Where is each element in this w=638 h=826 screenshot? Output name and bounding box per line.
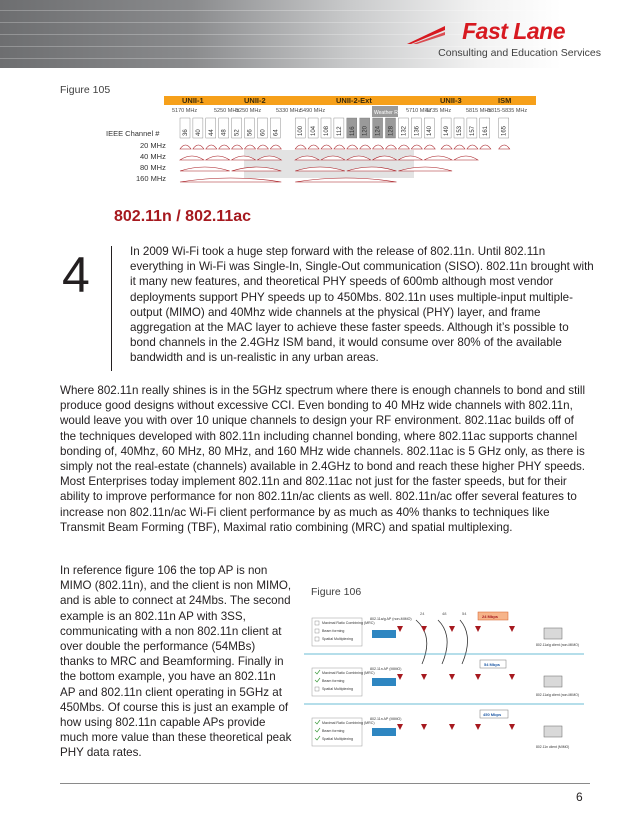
channel-hump [467,145,478,149]
channel-number: 36 [183,129,189,136]
channel-number: 149 [444,125,451,136]
channel-number: 120 [362,125,369,136]
channel-hump [373,145,384,149]
channel-number: 104 [311,125,318,136]
access-point-icon [372,630,396,638]
channel-hump [424,145,435,149]
feature-label: Spatial Multiplexing [322,737,353,741]
weather-radar-label: Weather Radar [374,110,408,116]
body-paragraph: Where 802.11n really shines is in the 5GHz spectrum where there is enough channels to bond and still produce good designs without excessive CCI. Even bonding to 40 MHz wide channels with 802.11n, would leave you with over 10 unique channels to design your RF environment. 802.11ac builds off of the techniques developed with 802.11n including channel bonding, where 802.11ac supports channel bonding of, 40Mhz, 60 MHz, 80 MHz, and 160 MHz wide channels. 802.11ac is 5 GHz only, as there is simply not the real-estate (channels) available in 2.4GHz to bond and reach these higher PHY speeds. Most Enterprises today implement 802.11n and 802.11ac not just for the faster speeds, but for their ability to improve performance for non 802.11n/ac clients as well. 802.11n/ac offer several features to increase non 802.11n/ac Wi-Fi client performance by as much as 40% thanks to techniques like Transmit Beam Forming (TBF), Maximal ratio combining (MRC) and spatial multiplexing. [60,384,586,534]
freq-label: 5250 MHz [236,108,262,114]
channel-number: 52 [234,129,241,136]
row-label-channel: IEEE Channel # [106,129,160,138]
feature-label: Spatial Multiplexing [322,637,353,641]
example-row-1 [312,612,579,647]
channel-hump [334,145,345,149]
band-label-ism: ISM [498,96,512,105]
antenna-icon [397,626,403,632]
section-divider [111,246,112,371]
channel-number: 60 [260,129,267,136]
page-number: 6 [576,790,583,804]
feature-label: Maximal Ratio Combining (MRC) [322,721,375,725]
feature-label: Beam forming [322,629,345,633]
laptop-icon [544,726,562,737]
channel-hump [270,145,281,149]
channel-hump [480,145,491,149]
channel-hump [347,145,358,149]
channel-number: 56 [247,129,254,136]
laptop-icon [544,628,562,639]
ap-label: 802.11a/g AP (non-MIMO) [370,617,412,621]
access-point-icon [372,678,396,686]
channel-hump [193,145,204,149]
channel-number: 157 [469,125,476,136]
band-label-unii2: UNII-2 [244,96,266,105]
antenna-icon [475,674,481,680]
antenna-icon [475,724,481,730]
reference-paragraph: In reference figure 106 the top AP is non MIMO (802.11n), and the client is non MIMO, and is able to connect at 24Mbs. The second example is an 802.11n AP with 3SS, communicating with a non 802.11n client at over double the performance (54MBs) thanks to MRC and Beamforming. Finally in the bottom example, you have an 802.11n AP and 802.11n client operating in 5GHz at 450Mbs. Of course this is just an example of how using 802.11n capable APs provide much more value than these theoretical peak PHY data rates. [60,564,292,760]
logo-subtitle: Consulting and Education Services [438,47,601,59]
footer-rule [60,783,590,784]
antenna-icon [449,674,455,680]
freq-label: 5250 MHz [214,108,240,114]
figure-105-label: Figure 105 [60,84,111,96]
channel-number: 132 [401,125,408,136]
channel-hump [295,145,306,149]
channel-hump [308,145,319,149]
band-label-unii2ext: UNII-2-Ext [336,96,372,105]
section-title: 802.11n / 802.11ac [114,208,252,225]
freq-label: 5710 MHz [406,108,432,114]
rate-label: 24 Mbps [482,614,499,619]
freq-label: 5815 MHz [466,108,492,114]
band-label-unii3: UNII-3 [440,96,462,105]
client-label: 802.11a/g client (non-MIMO) [536,643,579,647]
antenna-icon [421,674,427,680]
channel-hump [245,145,256,149]
row-label-160: 160 MHz [136,174,167,183]
channel-number: 112 [336,126,343,136]
channel-hump [180,178,281,182]
row-label-80: 80 MHz [140,163,166,172]
channel-hump [206,156,230,160]
antenna-icon [509,626,515,632]
access-point-icon [372,728,396,736]
channel-number: 128 [388,125,395,136]
freq-label: 5815-5835 MHz [488,108,528,114]
scale-mark: 24 [420,611,425,616]
ap-label: 802.11n AP (MIMO) [370,717,402,721]
freq-label: 5735 MHz [426,108,452,114]
freq-label: 5490 MHz [300,108,326,114]
channel-hump [180,156,204,160]
client-label: 802.11n client (MIMO) [536,745,570,749]
antenna-icon [449,626,455,632]
feature-label: Beam forming [322,729,345,733]
antenna-icon [475,626,481,632]
antenna-icon [397,674,403,680]
scale-mark: 54 [462,611,467,616]
channel-number: 124 [375,125,382,136]
channel-hump [454,145,465,149]
antenna-icon [421,724,427,730]
freq-label: 5170 MHz [172,108,198,114]
row-label-40: 40 MHz [140,152,166,161]
freq-label: 5330 MHz [276,108,302,114]
channel-hump [411,145,422,149]
channel-hump [206,145,217,149]
channel-hump [295,178,396,182]
channel-number: 116 [349,126,356,136]
channel-hump [424,156,452,160]
channel-hump [454,156,478,160]
channel-number: 40 [195,129,202,136]
channel-hump [360,145,371,149]
feature-label: Beam forming [322,679,345,683]
channel-hump [499,145,510,149]
example-row-2 [312,660,579,697]
logo-text: Fast Lane [462,18,565,44]
channel-number: 64 [273,129,280,136]
scale-mark: 48 [442,611,447,616]
mimo-figure [304,606,596,771]
channel-hump [180,145,191,149]
band-label-unii1: UNII-1 [182,96,204,105]
channel-hump [257,145,268,149]
antenna-icon [449,724,455,730]
channel-number: 48 [221,129,228,136]
channel-hump [321,145,332,149]
feature-label: Spatial Multiplexing [322,687,353,691]
channel-number: 44 [208,129,215,136]
antenna-icon [509,724,515,730]
channel-hump [219,145,230,149]
channel-number: 136 [414,125,421,136]
channel-hump [232,145,243,149]
rate-label: 450 Mbps [483,712,502,717]
feature-label: Maximal Ratio Combining (MRC) [322,671,375,675]
channel-number: 140 [427,125,434,136]
laptop-icon [544,676,562,687]
spectrum-figure [104,92,540,188]
channel-hump [398,145,409,149]
channel-number: 161 [482,125,489,136]
rate-label: 54 Mbps [484,662,501,667]
section-number: 4 [62,247,90,303]
logo-swoosh-icon [405,22,447,48]
antenna-icon [421,626,427,632]
row-label-20: 20 MHz [140,141,166,150]
ap-label: 802.11n AP (MIMO) [370,667,402,671]
antenna-icon [397,724,403,730]
feature-label: Maximal Ratio Combining (MRC) [322,621,375,625]
example-row-3 [312,710,569,749]
channel-number: 165 [501,125,508,136]
intro-paragraph: In 2009 Wi-Fi took a huge step forward with the release of 802.11n. Until 802.11n everything in Wi-Fi was Single-In, Single-Out communication (SISO). 802.11n brought with it many new features, and theoretical PHY speeds of 600mb although most vendor deployments support PHY speeds up to 450Mbs. 802.11n uses multiple-input multiple-output (MIMO) and 40Mhz wide channels at the physical (PHY) layer, and frame aggregation at the MAC layer to achieve these faster speeds. Although it’s possible to bond channels in the 2.4GHz ISM band, it would consume over 80% of the available bandwidth and is un-realistic in any urban areas. [130,245,594,365]
client-label: 802.11a/g client (non-MIMO) [536,693,579,697]
figure-106-label: Figure 106 [311,586,362,598]
channel-number: 100 [298,125,305,136]
channel-hump [180,167,230,171]
channel-number: 108 [324,125,330,136]
channel-hump [386,145,397,149]
channel-hump [441,145,452,149]
channel-number: 153 [457,125,463,136]
antenna-icon [509,674,515,680]
fast-lane-logo [405,14,625,64]
